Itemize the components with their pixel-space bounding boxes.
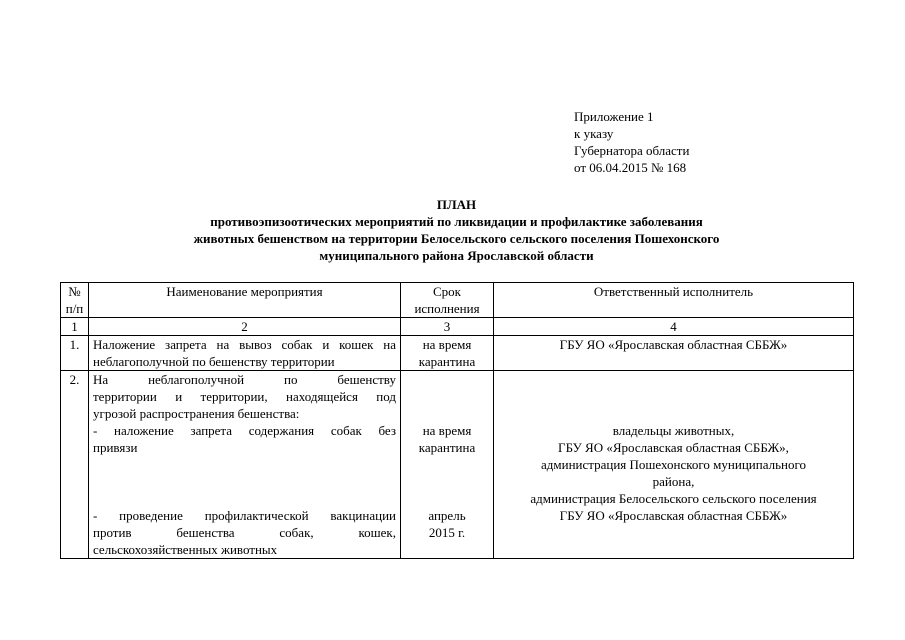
row-responsible-line: ГБУ ЯО «Ярославская областная СББЖ» bbox=[559, 508, 788, 523]
row-number: 1. bbox=[61, 336, 89, 371]
row-term bbox=[401, 336, 494, 371]
row-term-line: на время bbox=[422, 337, 472, 352]
column-number: 2 bbox=[89, 318, 401, 336]
title-line: ПЛАН bbox=[436, 197, 477, 212]
column-number: 4 bbox=[494, 318, 854, 336]
appendix-line: Приложение 1 bbox=[574, 109, 654, 124]
row-name-line: против бешенства собак, кошек, bbox=[93, 525, 396, 540]
header-responsible: Ответственный исполнитель bbox=[494, 283, 854, 318]
row-term-line: карантина bbox=[418, 440, 476, 455]
row-term-line: апрель bbox=[428, 508, 466, 523]
row-name-line: Наложение запрета на вывоз собак и кошек на bbox=[93, 337, 396, 352]
header-term-line: исполнения bbox=[414, 301, 480, 316]
title-line: противоэпизоотических мероприятий по ликвидации и профилактике заболевания bbox=[210, 214, 703, 229]
row-name-line: неблагополучной по бешенству территории bbox=[93, 354, 335, 369]
header-name: Наименование мероприятия bbox=[89, 283, 401, 318]
row-name-line: сельскохозяйственных животных bbox=[93, 542, 278, 557]
appendix-line: к указу bbox=[574, 126, 614, 141]
row-responsible bbox=[494, 371, 854, 559]
table-row bbox=[61, 336, 854, 371]
plan-table bbox=[60, 282, 854, 559]
document-title bbox=[60, 196, 853, 264]
row-name-line: - проведение профилактической вакцинации bbox=[93, 508, 396, 523]
row-responsible: ГБУ ЯО «Ярославская областная СББЖ» bbox=[494, 336, 854, 371]
row-name-line: угрозой распространения бешенства: bbox=[93, 406, 300, 421]
header-term-line: Срок bbox=[433, 284, 461, 299]
row-responsible-line: владельцы животных, bbox=[612, 423, 735, 438]
row-name-line: территории и территории, находящейся под bbox=[93, 389, 396, 404]
title-line: животных бешенством на территории Белосельского сельского поселения Пошехонского bbox=[193, 231, 720, 246]
table-row bbox=[61, 371, 854, 559]
row-name-line: На неблагополучной по бешенству bbox=[93, 372, 396, 387]
row-name-line: - наложение запрета содержания собак без bbox=[93, 423, 396, 438]
header-num bbox=[61, 283, 89, 318]
row-responsible-line: района, bbox=[652, 474, 695, 489]
row-name-line: привязи bbox=[93, 440, 138, 455]
appendix-header bbox=[574, 108, 689, 176]
row-responsible-line: ГБУ ЯО «Ярославская областная СББЖ», bbox=[558, 440, 789, 455]
column-number: 3 bbox=[401, 318, 494, 336]
row-responsible-line: администрация Белосельского сельского поселения bbox=[530, 491, 817, 506]
row-term-line: на время bbox=[422, 423, 472, 438]
row-name bbox=[89, 371, 401, 559]
row-responsible-line: администрация Пошехонского муниципального bbox=[541, 457, 806, 472]
appendix-line: Губернатора области bbox=[574, 143, 690, 158]
header-num-line: п/п bbox=[65, 301, 84, 316]
row-name bbox=[89, 336, 401, 371]
table-header-row bbox=[61, 283, 854, 318]
header-num-line: № bbox=[68, 284, 81, 299]
title-line: муниципального района Ярославской области bbox=[319, 248, 594, 263]
appendix-line: от 06.04.2015 № 168 bbox=[574, 160, 687, 175]
row-term-line: карантина bbox=[418, 354, 476, 369]
column-number-row bbox=[61, 318, 854, 336]
column-number: 1 bbox=[61, 318, 89, 336]
header-term bbox=[401, 283, 494, 318]
row-term-line: 2015 г. bbox=[428, 525, 466, 540]
row-number: 2. bbox=[61, 371, 89, 559]
row-term bbox=[401, 371, 494, 559]
